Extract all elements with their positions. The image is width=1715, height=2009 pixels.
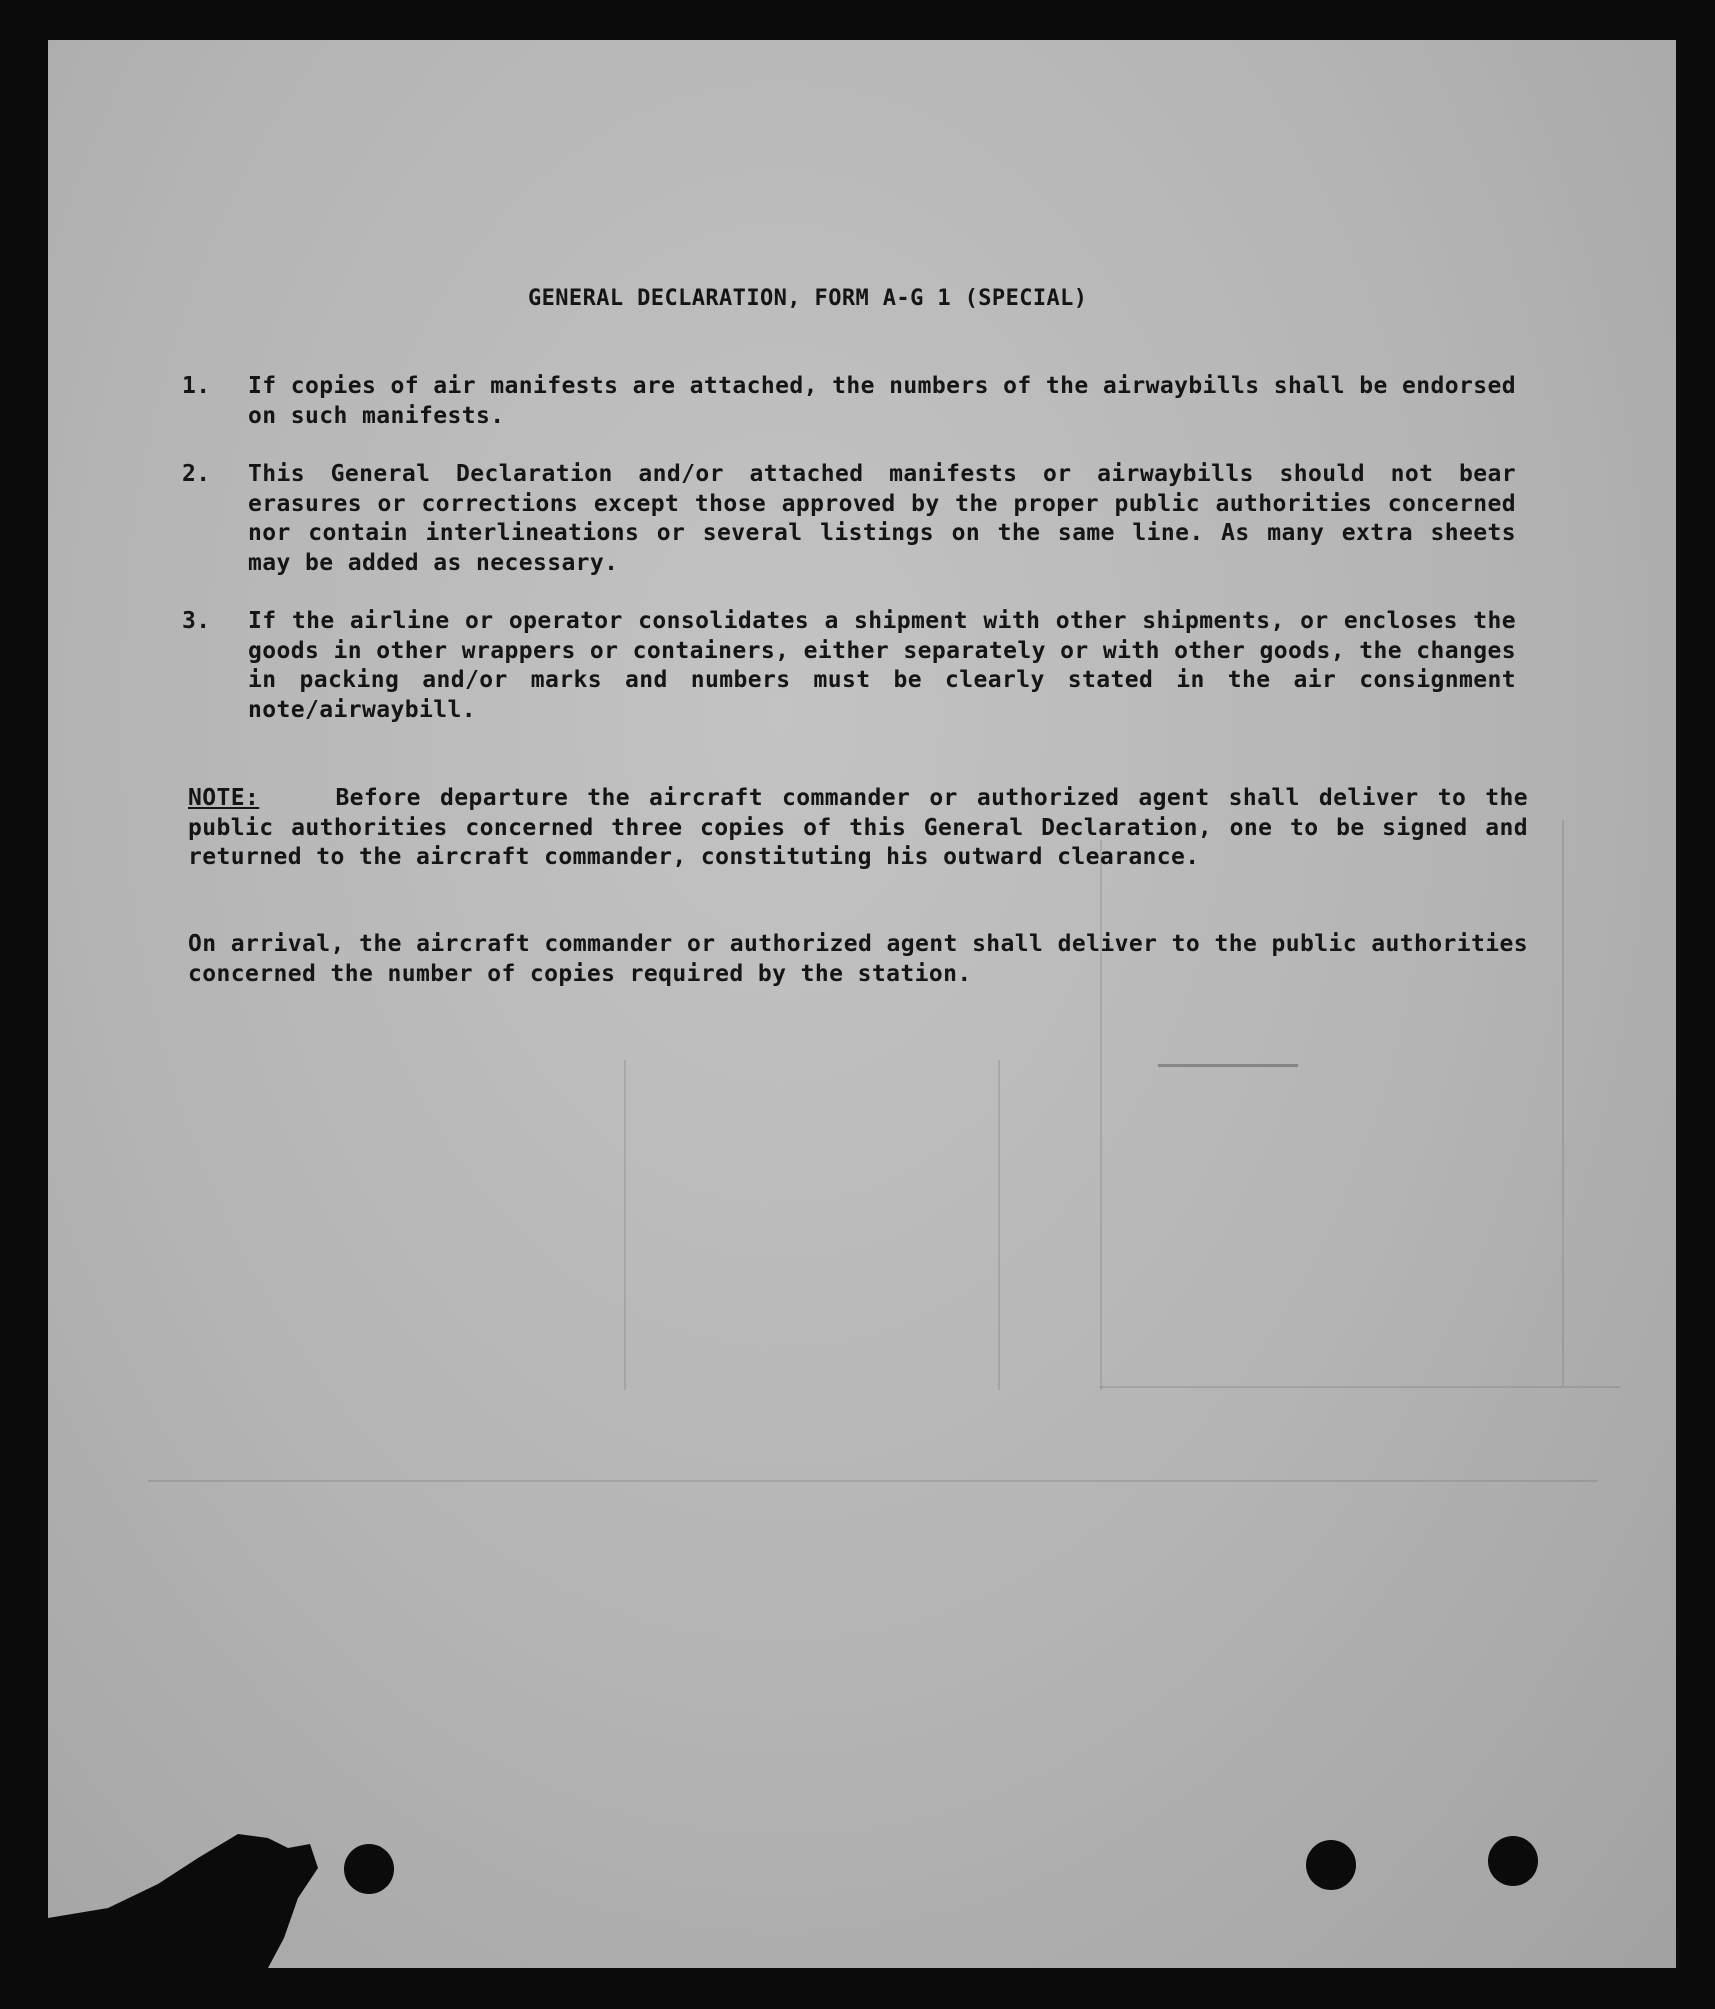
item-text: If copies of air manifests are attached, the numbers of the airwaybills shall be endorsed on such manifests. [248,373,1516,429]
list-item [182,607,1582,725]
bleed-through-line [624,1060,626,1390]
item-number: 1. [182,373,211,399]
bleed-through-line [1158,1064,1298,1067]
bleed-through-line [998,1060,1000,1390]
bleed-through-line [1562,820,1564,1386]
bleed-through-line [148,1480,1598,1482]
item-text: If the airline or operator consolidates a shipment with other shipments, or encloses the goods in other wrappers or containers, either separately or with other goods, the changes in packing and/or marks and numbers must be clearly stated in the air consignment note/airwaybill. [248,608,1516,723]
arrival-paragraph: On arrival, the aircraft commander or authorized agent shall deliver to the public authorities concerned the number of copies required by the station. [188,931,1528,987]
punch-hole [344,1844,394,1894]
torn-corner [48,1788,368,1968]
note-text: Before departure the aircraft commander or authorized agent shall deliver to the public authorities concerned three copies of this General Declaration, one to be signed and returned to the aircraft commander, constituting his outward clearance. [188,785,1528,870]
punch-hole [1488,1836,1538,1886]
document-page [48,40,1676,1968]
list-item [182,460,1582,578]
bleed-through-line [1100,840,1102,1390]
item-text: This General Declaration and/or attached manifests or airwaybills should not bear erasures or corrections except those approved by the proper public authorities concerned nor contain interlineations or several listings on the same line. As many extra sheets may be added as necessary. [248,461,1516,576]
note-label: NOTE: [188,785,260,811]
note-paragraph [188,784,1528,873]
list-item [182,372,1582,431]
item-number: 2. [182,461,211,487]
item-number: 3. [182,608,211,634]
page-title: GENERAL DECLARATION, FORM A-G 1 (SPECIAL) [528,286,1088,311]
punch-hole [1306,1840,1356,1890]
bleed-through-line [1100,1386,1620,1388]
